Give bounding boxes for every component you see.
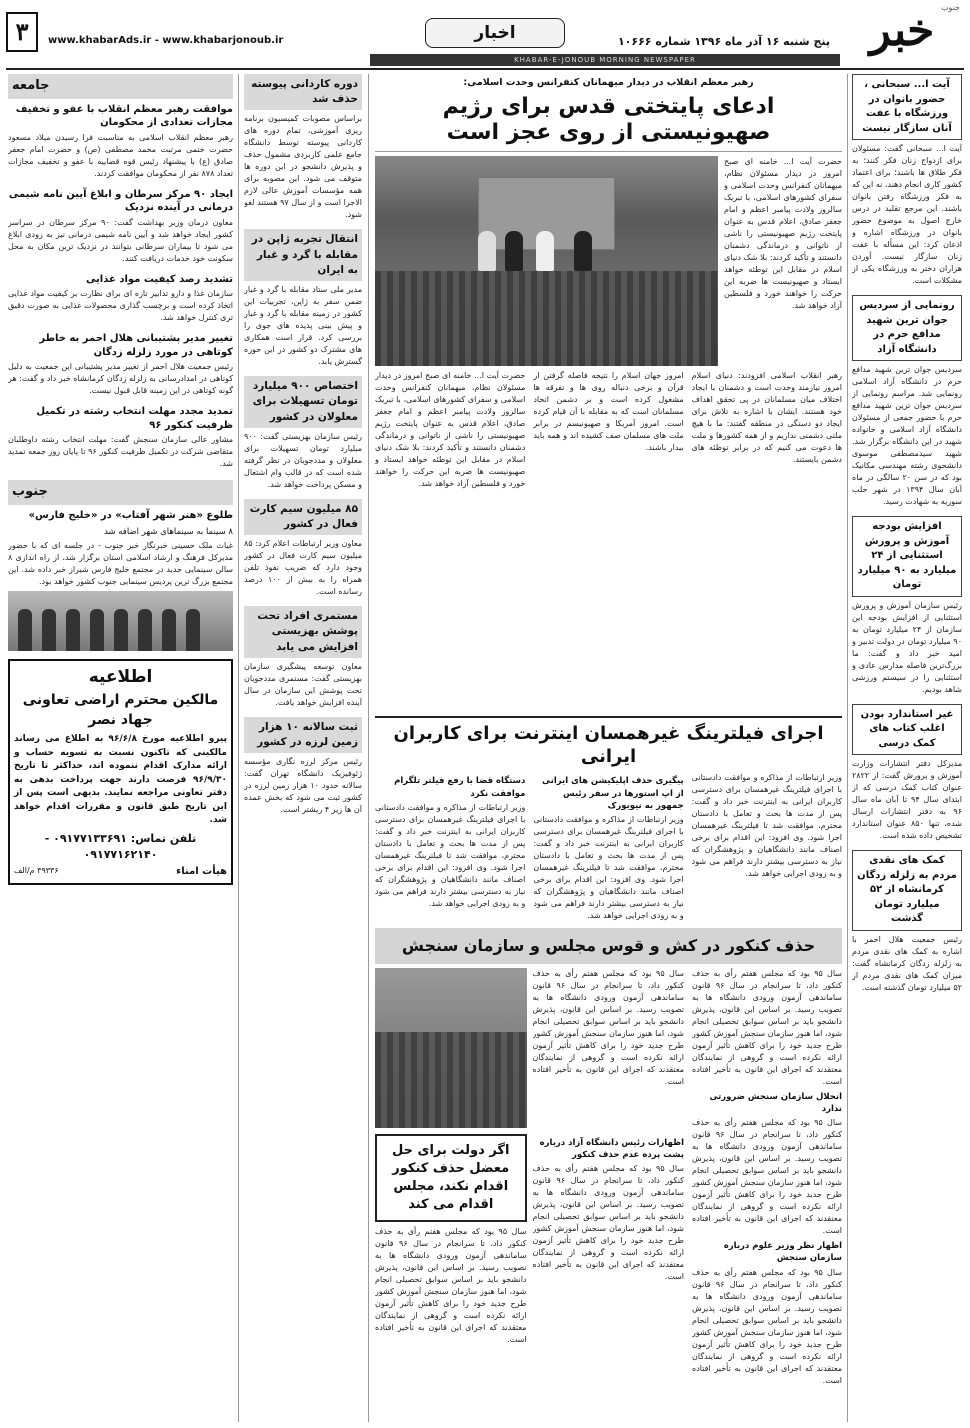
column-divider	[847, 74, 848, 1422]
left-story-3-body: سازمان غذا و دارو تدابیر تازه ای برای نظارت بر کیفیت مواد غذایی اتخاذ کرده است و برچسب گذاری محصولات غذایی به صورت دقیق تری کنترل خواهد شد.	[8, 289, 233, 323]
mid-story-6-headline: ثبت سالانه ۱۰ هزار زمین لرزه در کشور	[244, 717, 362, 753]
logo-subtitle: جنوب	[940, 3, 960, 12]
left-story-1-body: رهبر معظم انقلاب اسلامی به مناسبت فرا رسیدن میلاد مسعود حضرت ختمی مرتبت محمد مصطفی (ص) و حضرت امام جعفر صادق (ع) با پیشنهاد رئیس قوه قضاییه با عفو و تخفیف مجازات تعداد ۸۷۸ نفر از محکومان موافقت کردند.	[8, 132, 233, 178]
story-3-body-6: سال ۹۵ بود که مجلس هفتم رأی به حذف کنکور داد، تا سرانجام در سال ۹۶ قانون ساماندهی آزمون ورودی دانشگاه ها به تصویب رسید. بر اساس این قانون، پذیرش دانشجو باید بر اساس سوابق تحصیلی انجام شود، اما هنوز سازمان سنجش آموزش کشور طرح جدید خود را برای کاهش تأثیر آزمون ارائه نکرده است و گروهی از نمایندگان معتقدند که اجرای این قانون به تأخیر افتاده است.	[375, 1227, 527, 1345]
right-story-5-body: رئیس جمعیت هلال احمر با اشاره به کمک های نقدی مردم به زلزله زدگان کرمانشاه گفت: میزان کمک های نقدی مردم از ۵۲ میلیارد تومان گذشته است.	[852, 934, 962, 992]
ad-title: اطلاعیه	[88, 667, 153, 687]
story-3-body: سال ۹۵ بود که مجلس هفتم رأی به حذف کنکور داد، تا سرانجام در سال ۹۶ قانون ساماندهی آزمون ورودی دانشگاه ها به تصویب رسید. بر اساس این قانون، پذیرش دانشجو باید بر اساس سوابق تحصیلی انجام شود، اما هنوز سازمان سنجش آموزش کشور طرح جدید خود را برای کاهش تأثیر آزمون ارائه نکرده است و گروهی از نمایندگان معتقدند که اجرای این قانون به تأخیر افتاده است.	[692, 968, 842, 1086]
photo-figure	[574, 231, 592, 271]
story-3-headline: حذف کنکور در کش و قوس مجلس و سازمان سنجش	[375, 928, 842, 963]
left-story-4-body: رئیس جمعیت هلال احمر از تغییر مدیر پشتیبانی این جمعیت به دلیل کوتاهی در امدادرسانی به زلزله زدگان کرمانشاه خبر داد و گفت: هر گونه کوتاهی در این زمینه قابل قبول نیست.	[8, 362, 233, 396]
story-2	[375, 716, 842, 923]
photo-person	[90, 609, 104, 651]
photo-person	[162, 609, 176, 651]
mid-story-4-body: معاون وزیر ارتباطات اعلام کرد: ۸۵ میلیون سیم کارت فعال در کشور وجود دارد که ضریب نفوذ تلفن همراه را به بیش از ۱۰۰ درصد رسانده است.	[244, 539, 362, 597]
photo-person	[18, 609, 32, 651]
issue-line: پنج شنبه ۱۶ آذر ماه ۱۳۹۶ شماره ۱۰۶۶۶	[617, 35, 830, 48]
group-photo	[8, 591, 233, 651]
right-story-1-headline: آیت ا... سبحانی ، حضور بانوان در ورزشگاه با عفت آنان سازگار نیست	[852, 74, 962, 140]
photo-figure	[536, 231, 554, 271]
story-2-subhead-2: دستگاه قضا با رفع فیلتر تلگرام موافقت نکرد	[394, 776, 526, 799]
lead-body-column-3: امروز جهان اسلام را نتیجه فاصله گرفتن از قرآن و برخی دنباله روی ها و تفرقه ها مشغول کرده است و بر دشمن اتحاد مسلمانان است که به مقابله با آن قیام کرده است. امروز آمریکا و صهیونیسم در برابر ملت های مسلمان صف کشیده اند و همه باید بیدار باشند.	[533, 370, 684, 452]
left-story-3-headline: تشدید رصد کیفیت مواد غذایی	[85, 273, 233, 285]
mid-story-5-body: معاون توسعه پیشگیری سازمان بهزیستی گفت: مستمری مددجویان تحت پوشش این سازمان در سال آینده افزایش خواهد یافت.	[244, 661, 362, 707]
lead-kicker: رهبر معظم انقلاب در دیدار میهمانان کنفرانس وحدت اسلامی:	[463, 77, 754, 88]
photo-crowd	[375, 271, 718, 366]
lead-body-column-2: رهبر انقلاب اسلامی افزودند: دنیای اسلام امروز نیازمند وحدت است و دشمنان با ایجاد اختلاف میان مسلمانان در پی تحقق اهداف خود هستند. ایشان با اشاره به تلاش برای ایجاد دو دستگی در منطقه گفتند: ما با هیچ ملتی دشمنی نداریم و از همه کشورها و ملت ها دعوت می کنیم که در برابر توطئه های دشمن بایستند.	[691, 370, 842, 464]
mid-story-4-headline: ۸۵ میلیون سیم کارت فعال در کشور	[244, 499, 362, 535]
ad-subtitle: مالکین محترم اراضی تعاونی جهاد نصر	[22, 691, 219, 728]
left-section-title-2: جنوب	[8, 480, 233, 505]
photo-figure	[505, 231, 523, 271]
photo-person	[114, 609, 128, 651]
photo-person	[138, 609, 152, 651]
left-story-5-body: مشاور عالی سازمان سنجش گفت: مهلت انتخاب رشته داوطلبان متقاضی شرکت در تکمیل ظرفیت کنکور ۹۶ تا پایان روز جمعه تمدید شد.	[8, 435, 233, 469]
ad-code: ۳۹۳۳۶ م/الف	[14, 865, 59, 875]
mid-story-2-headline: انتقال تجربه ژاپن در مقابله با گرد و غبار به ایران	[244, 229, 362, 281]
main-area	[375, 74, 842, 1422]
left-column	[8, 74, 233, 1422]
mid-story-1-body: براساس مصوبات کمیسیون برنامه ریزی آموزشی، تمام دوره های کاردانی پیوسته توسط دانشگاه جامع علمی کاربردی مشمول حذف و پذیرش دانشجو در این دوره ها متوقف می شود. این مصوبه برای همه مؤسسات آموزش عالی لازم الاجرا است و از سال ۹۷ هستند لغو شود.	[244, 114, 362, 220]
right-story-4-headline: غیر استاندارد بودن اغلب کتاب های کمک درسی	[852, 704, 962, 756]
story-3-body-5: سال ۹۵ بود که مجلس هفتم رأی به حذف کنکور داد، تا سرانجام در سال ۹۶ قانون ساماندهی آزمون ورودی دانشگاه ها به تصویب رسید. بر اساس این قانون، پذیرش دانشجو باید بر اساس سوابق تحصیلی انجام شود، اما هنوز سازمان سنجش آموزش کشور طرح جدید خود را برای کاهش تأثیر آزمون ارائه نکرده است و گروهی از نمایندگان معتقدند که اجرای این قانون به تأخیر افتاده است.	[532, 1164, 684, 1282]
mid-story-5-headline: مستمری افراد تحت پوشش بهزیستی افزایش می یابد	[244, 606, 362, 658]
column-divider	[368, 74, 369, 1422]
left-story-6-subhead: ۸ سینما به سینماهای شهر اضافه شد	[103, 526, 233, 537]
pull-quote: اگر دولت برای حل معضل حذف کنکور اقدام نکند، مجلس اقدام می کند	[375, 1134, 527, 1223]
left-story-2-headline: ایجاد ۹۰ مرکز سرطان و ابلاغ آیین نامه شیمی درمانی در آینده نزدیک	[8, 188, 233, 214]
left-story-2-body: معاون درمان وزیر بهداشت گفت: ۹۰ مرکز سرطان در سراسر کشور ایجاد خواهد شد و آیین نامه شیمی درمانی نیز به زودی ابلاغ می شود تا بیماران سرطانی بتوانند در نزدیک ترین مکان به محل سکونت خود خدمات دریافت کنند.	[8, 217, 233, 263]
right-story-3-body: رئیس سازمان آموزش و پرورش استثنایی از افزایش بودجه این سازمان از ۲۴ میلیارد تومان به ۹۰ میلیارد تومان در دولت تدبیر و امید خبر داد و گفت: ما بزرگ‌ترین فاصله مدارس عادی و استثنایی را در سیستم ورزشی شاهد بودیم.	[852, 600, 962, 694]
column-divider	[238, 74, 239, 1422]
photo-person	[66, 609, 80, 651]
notice-ad	[8, 659, 233, 885]
right-story-2-headline: رونمایی از سردیس جوان ترین شهید مدافع حرم در دانشگاه آزاد	[852, 295, 962, 361]
masthead	[0, 0, 970, 72]
ad-text: پیرو اطلاعیه مورخ ۹۶/۶/۸ به اطلاع می رساند مالکینی که تاکنون نسبت به تسویه حساب و ارائه مدارک اقدام ننموده اند، حداکثر تا تاریخ ۹۶/۹/۳۰ فرصت دارند جهت پرداخت بدهی به دفتر تعاونی مراجعه نمایند. بدیهی است پس از این تاریخ طبق قانون و مقررات اقدام خواهد شد.	[14, 734, 227, 826]
ad-signature: هیأت امناء	[176, 865, 227, 877]
story-3-body-2: سال ۹۵ بود که مجلس هفتم رأی به حذف کنکور داد، تا سرانجام در سال ۹۶ قانون ساماندهی آزمون ورودی دانشگاه ها به تصویب رسید. بر اساس این قانون، پذیرش دانشجو باید بر اساس سوابق تحصیلی انجام شود، اما هنوز سازمان سنجش آموزش کشور طرح جدید خود را برای کاهش تأثیر آزمون ارائه نکرده است و گروهی از نمایندگان معتقدند که اجرای این قانون به تأخیر افتاده است.	[692, 1118, 842, 1236]
lead-photo	[375, 156, 718, 366]
right-story-3-headline: افزایش بودجه آموزش و پرورش استثنایی از ۲۴ میلیارد به ۹۰ میلیارد تومان	[852, 516, 962, 597]
ad-phone[interactable]: تلفن تماس: ۰۹۱۷۷۱۳۳۶۹۱ - ۰۹۱۷۷۱۶۲۱۴۰	[44, 831, 197, 861]
mid-story-2-body: مدیر ملی ستاد مقابله با گرد و غبار ضمن سفر به ژاپن، تجربیات این کشور در زمینه مقابله با گرد و غبار و پیش بینی پدیده های جوی را بررسی کرد. قرار است همکاری های مشترک دو کشور در این حوزه گسترش یابد.	[244, 285, 362, 367]
left-story-5-headline: تمدید مجدد مهلت انتخاب رشته در تکمیل ظرفیت کنکور ۹۶	[36, 406, 233, 431]
right-story-5-headline: کمک های نقدی مردم به زلزله زدگان کرمانشاه از ۵۲ میلیارد تومان گذشت	[852, 850, 962, 931]
banner-strip: KHABAR-E-JONOUB MORNING NEWSPAPER	[370, 54, 840, 66]
left-story-6-headline: طلوع «هنر شهر آفتاب» در «خلیج فارس»	[28, 510, 233, 522]
story-2-body: وزیر ارتباطات از مذاکره و موافقت دادستانی با اجرای فیلترینگ غیرهمسان برای دسترسی کاربران ایرانی به اینترنت خبر داد و گفت: پس از مدت ها بحث و تعامل با دادستان محترم، موافقت شد تا فیلترینگ غیرهمسان اجرا شود. وی افزود: این اقدام برای برخی اصناف مانند دانشگاهیان و پژوهشگران که نیاز به دسترسی بیشتر دارند فراهم می شود و به زودی اجرایی خواهد شد.	[691, 773, 842, 879]
story-2-body-3: وزیر ارتباطات از مذاکره و موافقت دادستانی با اجرای فیلترینگ غیرهمسان برای دسترسی کاربران ایرانی به اینترنت خبر داد و گفت: پس از مدت ها بحث و تعامل با دادستان محترم، موافقت شد تا فیلترینگ غیرهمسان اجرا شود. وی افزود: این اقدام برای برخی اصناف مانند دانشگاهیان و پژوهشگران که نیاز به دسترسی بیشتر دارند فراهم می شود و به زودی اجرایی خواهد شد.	[375, 802, 526, 908]
story-3-subhead-2: انحلال سازمان سنجش ضرورتی ندارد	[709, 1091, 842, 1114]
exam-photo	[375, 968, 527, 1128]
mid-story-6-body: رئیس مرکز لرزه نگاری مؤسسه ژئوفیزیک دانشگاه تهران گفت: سالانه حدود ۱۰ هزار زمین لرزه در کشور ثبت می شود که بخش عمده آن ها زیر ۴ ریشتر است.	[244, 757, 362, 815]
lead-headline: ادعای پایتختی قدس برای رژیم صهیونیستی از روی عجز است	[375, 92, 842, 152]
photo-person	[42, 609, 56, 651]
mid-column	[244, 74, 362, 1422]
right-story-2-body: سردیس جوان ترین شهید مدافع حرم در دانشگاه آزاد اسلامی رونمایی شد. مراسم رونمایی از سردیس جوان ترین شهید مدافع حرم با حضور جمعی از مسئولان دانشگاه آزاد اسلامی و خانواده شهید در این دانشگاه برگزار شد. شهید سیدمصطفی موسوی دانشجوی رشته مهندسی مکانیک بود که در سن ۲۰ سالگی در ماه آبان سال ۱۳۹۴ در شهر حلب سوریه به شهادت رسید.	[852, 365, 962, 506]
left-story-1-headline: موافقت رهبر معظم انقلاب با عفو و تخفیف مجازات تعدادی از محکومان	[15, 103, 233, 129]
story-3-subhead: اظهارات رئیس دانشگاه آزاد درباره پشت پرده عدم حذف کنکور	[539, 1137, 684, 1160]
lead-body-column: حضرت آیت ا... خامنه ای صبح امروز در دیدار مسئولان نظام، میهمانان کنفرانس وحدت اسلامی و سفرای کشورهای اسلامی، با تبریک سالروز ولادت پیامبر اعظم و امام جعفر صادق، اعلام قدس به عنوان پایتخت رژیم صهیونیستی را ناشی از ناتوانی و درماندگی دشمنان دانستند و تأکید کردند: بلا شک دنیای اسلام در مقابل این توطئه خواهد ایستاد و صهیونیست ها ضربه این حرکت را خواهند خورد و فلسطین آزاد خواهد شد.	[724, 156, 842, 310]
mid-story-3-headline: اختصاص ۹۰۰ میلیارد تومان تسهیلات برای معلولان در کشور	[244, 376, 362, 428]
left-story-4-headline: تغییر مدیر پشتیبانی هلال احمر به خاطر کوتاهی در مورد زلزله زدگان	[39, 333, 233, 358]
logo-text: خبر	[869, 5, 935, 57]
photo-person	[186, 609, 200, 651]
story-2-headline: اجرای فیلترینگ غیرهمسان اینترنت برای کاربران ایرانی	[393, 722, 824, 767]
photo-students	[375, 1032, 527, 1128]
right-story-1-body: آیت ا... سبحانی گفت: مسئولان برای ازدواج زنان فکر کنند؛ به فکر طلاق ها باشند؛ برای اعتماد کشور کاری انجام دهند، نه این که به فکر ورزشگاه رفتن بانوان باشند. این مرجع تقلید در درس خارج اصول به موضوع حضور بانوان در ورزشگاه اشاره و اذعان کرد: این مسأله با عفت زنان سازگار نیست. آوردن هزاران دختر به ورزشگاه یکی از مشکلات است.	[852, 144, 962, 285]
page-number: ۳	[6, 12, 38, 52]
story-2-body-2: وزیر ارتباطات از مذاکره و موافقت دادستانی با اجرای فیلترینگ غیرهمسان برای دسترسی کاربران ایرانی به اینترنت خبر داد و گفت: پس از مدت ها بحث و تعامل با دادستان محترم، موافقت شد تا فیلترینگ غیرهمسان اجرا شود. وی افزود: این اقدام برای برخی اصناف مانند دانشگاهیان و پژوهشگران که نیاز به دسترسی بیشتر دارند فراهم می شود و به زودی اجرایی خواهد شد.	[533, 815, 684, 921]
mid-story-1-headline: دوره کاردانی پیوسته حذف شد	[244, 74, 362, 110]
left-section-title: جامعه	[8, 74, 233, 99]
masthead-rule	[6, 68, 964, 70]
story-3	[375, 928, 842, 1422]
left-story-6-body: غیاث ملک حسینی خبرنگار خبر جنوب - در جلسه ای که با حضور مدیرکل فرهنگ و ارشاد اسلامی استان برگزار شد، از راه اندازی ۸ سالن سینمایی جدید در مجتمع خلیج فارس شیراز خبر داده شد. این مجتمع بزرگ ترین پردیس سینمایی جنوب کشور خواهد بود.	[8, 541, 233, 586]
mid-story-3-body: رئیس سازمان بهزیستی گفت: ۹۰۰ میلیارد تومان تسهیلات برای معلولان و مددجویان در نظر گرفته شده است که در قالب وام اشتغال و مسکن پرداخت خواهد شد.	[244, 431, 362, 489]
section-title: اخبار	[425, 18, 565, 48]
right-story-4-body: مدیرکل دفتر انتشارات وزارت آموزش و پرورش گفت: از ۲۸۲۲ عنوان کتاب کمک درسی که از ابتدای سال ۹۴ تا آبان ماه سال ۹۶ به دفتر انتشارات ارسال شده، تنها ۸۵۰ عنوان استاندارد تشخیص داده شده است.	[852, 759, 962, 840]
site-url[interactable]: www.khabarAds.ir - www.khabarjonoub.ir	[48, 35, 284, 46]
story-2-subhead: پیگیری حذف اپلیکیشن های ایرانی از اپ استورها در سفر رئیس جمهور به نیویورک	[542, 776, 684, 811]
story-3-subhead-3: اظهار نظر وزیر علوم درباره سازمان سنجش	[723, 1241, 842, 1264]
lead-body-column-4: حضرت آیت ا... خامنه ای صبح امروز در دیدار مسئولان نظام، میهمانان کنفرانس وحدت اسلامی و سفرای کشورهای اسلامی، با تبریک سالروز ولادت پیامبر اعظم و امام جعفر صادق، اعلام قدس به عنوان پایتخت رژیم صهیونیستی را ناشی از ناتوانی و درماندگی دشمنان دانستند و تأکید کردند: بلا شک دنیای اسلام در مقابل این توطئه خواهد ایستاد و صهیونیست ها ضربه این حرکت را خواهند خورد و فلسطین آزاد خواهد شد.	[375, 370, 526, 488]
photo-figure	[478, 231, 496, 271]
story-3-body-3: سال ۹۵ بود که مجلس هفتم رأی به حذف کنکور داد، تا سرانجام در سال ۹۶ قانون ساماندهی آزمون ورودی دانشگاه ها به تصویب رسید. بر اساس این قانون، پذیرش دانشجو باید بر اساس سوابق تحصیلی انجام شود، اما هنوز سازمان سنجش آموزش کشور طرح جدید خود را برای کاهش تأثیر آزمون ارائه نکرده است و گروهی از نمایندگان معتقدند که اجرای این قانون به تأخیر افتاده است.	[692, 1267, 842, 1385]
story-3-body-4: سال ۹۵ بود که مجلس هفتم رأی به حذف کنکور داد، تا سرانجام در سال ۹۶ قانون ساماندهی آزمون ورودی دانشگاه ها به تصویب رسید. بر اساس این قانون، پذیرش دانشجو باید بر اساس سوابق تحصیلی انجام شود، اما هنوز سازمان سنجش آموزش کشور طرح جدید خود را برای کاهش تأثیر آزمون ارائه نکرده است و گروهی از نمایندگان معتقدند که اجرای این قانون به تأخیر افتاده است.	[532, 968, 684, 1086]
right-column	[852, 74, 962, 1422]
